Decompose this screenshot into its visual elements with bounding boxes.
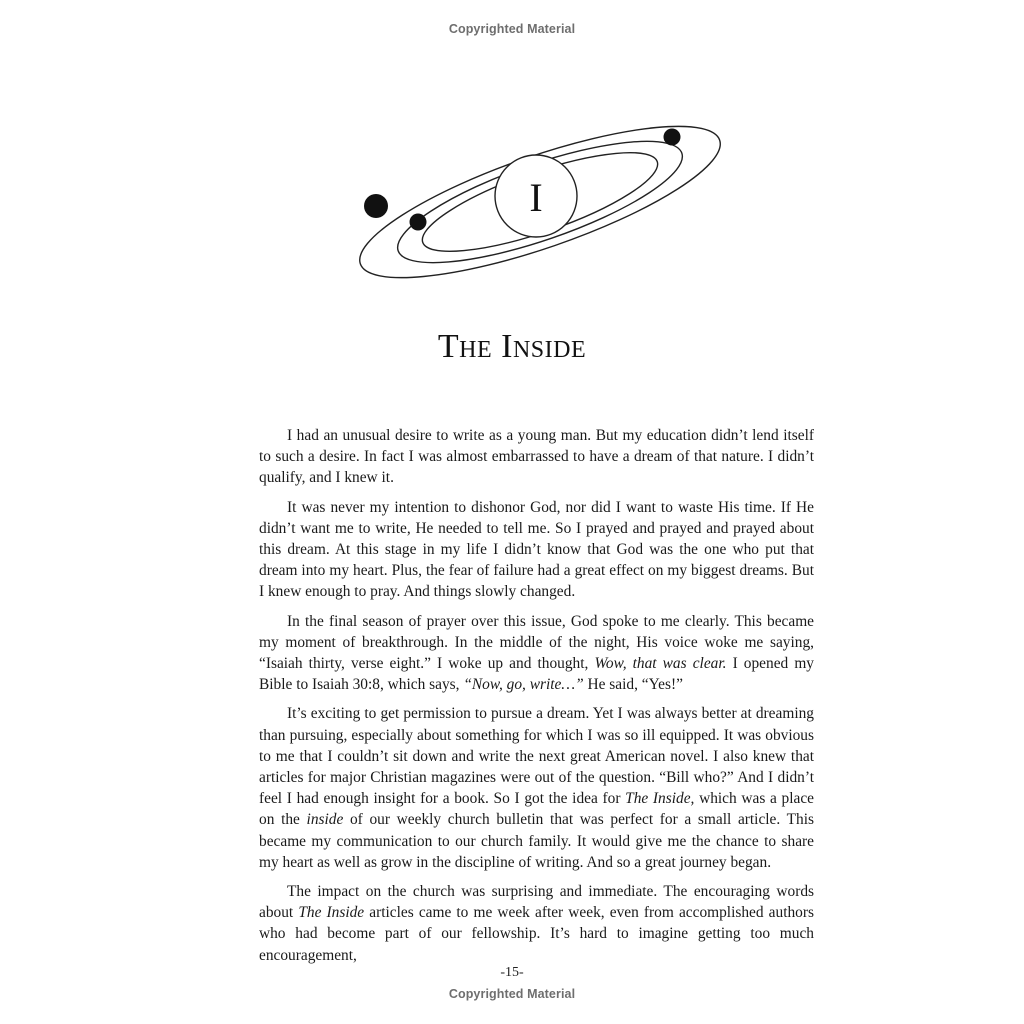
paragraph-text: I had an unusual desire to write as a young man. But my education didn’t lend itself to such a desire. In fact I was almost embarrassed to have a dream of that nature. I didn’t qualify, and I knew it.: [259, 427, 814, 487]
copyright-watermark-top: Copyrighted Material: [448, 22, 576, 36]
paragraph-text: which was a place on the: [259, 790, 814, 829]
chapter-body: [259, 425, 814, 974]
italic-text: “Now, go, write…”: [463, 676, 584, 694]
italic-text: Wow, that was clear.: [594, 655, 727, 673]
paragraph-text: of our weekly church bulletin that was perfect for a small article. This became my communication to our church family. It would give me the chance to share my heart as well as grow in the discipline of writing. And so a great journey began.: [259, 811, 814, 871]
planet-large: [364, 194, 388, 218]
paragraph-text: The impact on the church was surprising and immediate. The encouraging words about: [259, 883, 814, 922]
planet-small-left: [410, 214, 427, 231]
paragraph-text: He said, “Yes!”: [583, 676, 683, 694]
body-paragraph: [259, 611, 814, 696]
chapter-title: The Inside: [437, 328, 587, 365]
page-number: -15-: [500, 965, 524, 980]
italic-text: The Inside,: [625, 790, 695, 808]
italic-text: inside: [306, 811, 344, 829]
body-paragraph: [259, 703, 814, 873]
body-paragraph: [259, 425, 814, 489]
paragraph-text: I opened my Bible to Isaiah 30:8, which says,: [259, 655, 814, 694]
italic-text: The Inside: [298, 904, 365, 922]
copyright-watermark-bottom: Copyrighted Material: [448, 987, 576, 1001]
body-paragraph: [259, 881, 814, 966]
chapter-numeral: I: [529, 175, 543, 220]
paragraph-text: It was never my intention to dishonor God, nor did I want to waste His time. If He didn’t want me to write, He needed to tell me. So I prayed and prayed and prayed about this dream. At this stage in my life I didn’t know that God was the one who put that dream into my heart. Plus, the fear of failure had a great effect on my biggest dreams. But I knew enough to pray. And things slowly changed.: [259, 498, 814, 601]
chapter-emblem: [350, 118, 730, 288]
paragraph-text: It’s exciting to get permission to pursue a dream. Yet I was always better at dreaming than pursuing, especially about something for which I was so ill equipped. It was obvious to me that I couldn’t sit down and write the next great American novel. I also knew that articles for major Christian magazines were out of the question. “Bill who?” And I didn’t feel I had enough insight for a book. So I got the idea for: [259, 705, 814, 808]
planet-small-right: [664, 129, 681, 146]
paragraph-text: In the final season of prayer over this issue, God spoke to me clearly. This became my moment of breakthrough. In the middle of the night, His voice woke me saying, “Isaiah thirty, verse eight.” I woke up and thought,: [259, 612, 814, 673]
paragraph-text: articles came to me week after week, even from accomplished authors who had become part of our fellowship. It’s hard to imagine getting too much encouragement,: [259, 904, 814, 964]
body-paragraph: [259, 497, 814, 603]
